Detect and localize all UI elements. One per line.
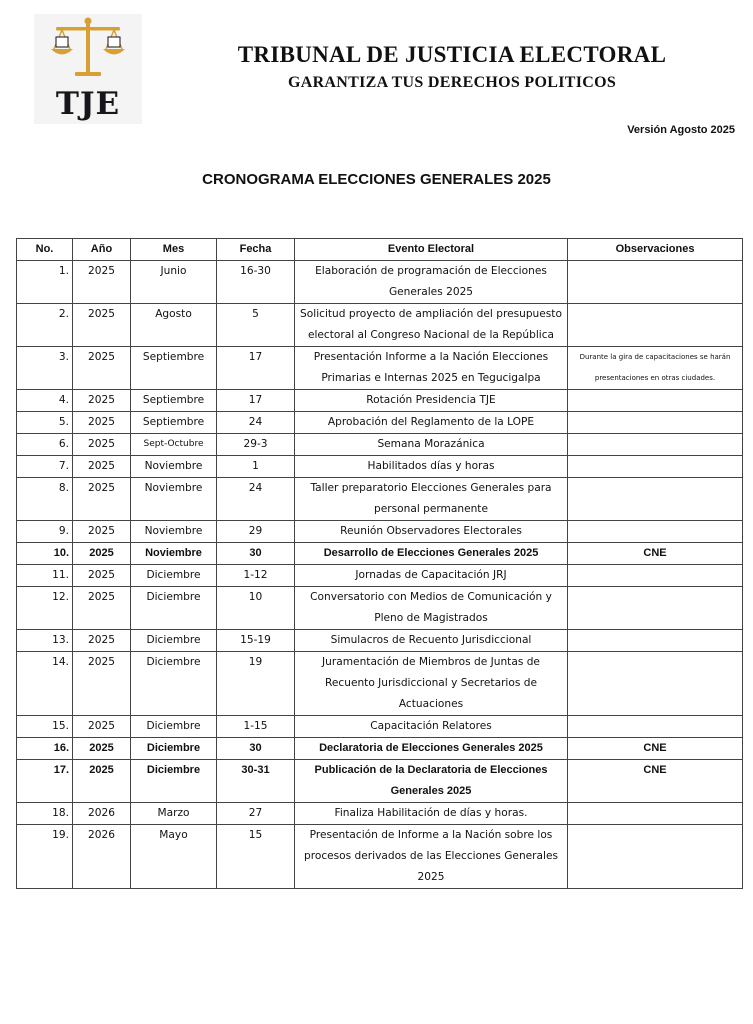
table-row xyxy=(17,412,743,434)
cell-fecha: 19 xyxy=(217,652,295,716)
cell-evento: Elaboración de programación de Elecciones Generales 2025 xyxy=(295,261,568,304)
cell-fecha: 30 xyxy=(217,738,295,760)
cell-no: 2. xyxy=(17,304,73,347)
header-observaciones: Observaciones xyxy=(568,239,743,261)
table-row xyxy=(17,760,743,803)
table-row xyxy=(17,521,743,543)
cell-no: 9. xyxy=(17,521,73,543)
cell-obs: CNE xyxy=(568,738,743,760)
cell-mes: Diciembre xyxy=(131,587,217,630)
table-row xyxy=(17,565,743,587)
institution-subtitle: GARANTIZA TUS DERECHOS POLITICOS xyxy=(287,74,617,91)
cell-mes: Noviembre xyxy=(131,456,217,478)
cell-anio: 2025 xyxy=(73,434,131,456)
cell-mes: Diciembre xyxy=(131,760,217,803)
cell-mes: Sept-Octubre xyxy=(131,434,217,456)
cell-evento: Simulacros de Recuento Jurisdiccional xyxy=(295,630,568,652)
cell-no: 6. xyxy=(17,434,73,456)
cell-fecha: 16-30 xyxy=(217,261,295,304)
cell-evento: Taller preparatorio Elecciones Generales para personal permanente xyxy=(295,478,568,521)
cell-anio: 2025 xyxy=(73,390,131,412)
table-row xyxy=(17,434,743,456)
cell-obs xyxy=(568,803,743,825)
cell-no: 14. xyxy=(17,652,73,716)
cell-evento: Aprobación del Reglamento de la LOPE xyxy=(295,412,568,434)
cell-obs xyxy=(568,478,743,521)
cell-evento: Juramentación de Miembros de Juntas de Recuento Jurisdiccional y Secretarios de Actuaciones xyxy=(295,652,568,716)
scales-of-justice-icon xyxy=(48,16,128,86)
table-row xyxy=(17,652,743,716)
cell-no: 15. xyxy=(17,716,73,738)
cell-no: 7. xyxy=(17,456,73,478)
cell-no: 19. xyxy=(17,825,73,889)
cell-mes: Noviembre xyxy=(131,543,217,565)
cell-no: 8. xyxy=(17,478,73,521)
header-mes: Mes xyxy=(131,239,217,261)
cell-evento: Rotación Presidencia TJE xyxy=(295,390,568,412)
table-row xyxy=(17,543,743,565)
cell-anio: 2025 xyxy=(73,587,131,630)
cell-fecha: 15-19 xyxy=(217,630,295,652)
cell-obs: CNE xyxy=(568,543,743,565)
cell-mes: Septiembre xyxy=(131,390,217,412)
logo-text: TJE xyxy=(55,86,121,122)
cell-evento: Conversatorio con Medios de Comunicación y Pleno de Magistrados xyxy=(295,587,568,630)
cell-fecha: 1-15 xyxy=(217,716,295,738)
cell-anio: 2026 xyxy=(73,803,131,825)
cell-no: 13. xyxy=(17,630,73,652)
cell-mes: Marzo xyxy=(131,803,217,825)
cell-mes: Agosto xyxy=(131,304,217,347)
table-row xyxy=(17,304,743,347)
cell-fecha: 17 xyxy=(217,347,295,390)
cell-obs xyxy=(568,456,743,478)
cell-anio: 2025 xyxy=(73,347,131,390)
cell-no: 16. xyxy=(17,738,73,760)
table-row xyxy=(17,738,743,760)
cell-anio: 2025 xyxy=(73,261,131,304)
cell-obs xyxy=(568,630,743,652)
header-fecha: Fecha xyxy=(217,239,295,261)
cell-obs xyxy=(568,565,743,587)
cell-evento: Finaliza Habilitación de días y horas. xyxy=(295,803,568,825)
cell-anio: 2025 xyxy=(73,521,131,543)
table-row xyxy=(17,587,743,630)
table-row xyxy=(17,803,743,825)
cell-mes: Septiembre xyxy=(131,347,217,390)
cell-fecha: 30-31 xyxy=(217,760,295,803)
cell-mes: Diciembre xyxy=(131,630,217,652)
cell-obs xyxy=(568,587,743,630)
document-title: CRONOGRAMA ELECCIONES GENERALES 2025 xyxy=(202,171,551,188)
table-header-row xyxy=(17,239,743,261)
cell-evento: Solicitud proyecto de ampliación del presupuesto electoral al Congreso Nacional de la República xyxy=(295,304,568,347)
cell-no: 4. xyxy=(17,390,73,412)
cell-evento: Publicación de la Declaratoria de Elecciones Generales 2025 xyxy=(295,760,568,803)
cell-fecha: 10 xyxy=(217,587,295,630)
cell-obs xyxy=(568,304,743,347)
cell-mes: Noviembre xyxy=(131,478,217,521)
cell-mes: Diciembre xyxy=(131,652,217,716)
cell-fecha: 1-12 xyxy=(217,565,295,587)
version-label: Versión Agosto 2025 xyxy=(627,124,735,136)
cell-evento: Habilitados días y horas xyxy=(295,456,568,478)
cell-fecha: 1 xyxy=(217,456,295,478)
table-row xyxy=(17,825,743,889)
cell-fecha: 24 xyxy=(217,412,295,434)
cell-mes: Noviembre xyxy=(131,521,217,543)
cell-mes: Mayo xyxy=(131,825,217,889)
cell-mes: Junio xyxy=(131,261,217,304)
cell-obs xyxy=(568,261,743,304)
cell-evento: Declaratoria de Elecciones Generales 2025 xyxy=(295,738,568,760)
table-row xyxy=(17,630,743,652)
cell-anio: 2025 xyxy=(73,760,131,803)
cell-no: 1. xyxy=(17,261,73,304)
table-row xyxy=(17,347,743,390)
cell-anio: 2025 xyxy=(73,565,131,587)
table-row xyxy=(17,456,743,478)
cell-anio: 2025 xyxy=(73,543,131,565)
tje-logo xyxy=(34,14,142,124)
cell-anio: 2025 xyxy=(73,630,131,652)
cell-obs xyxy=(568,716,743,738)
cell-obs: Durante la gira de capacitaciones se harán presentaciones en otras ciudades. xyxy=(568,347,743,390)
cell-no: 11. xyxy=(17,565,73,587)
cell-anio: 2026 xyxy=(73,825,131,889)
table-row xyxy=(17,390,743,412)
cell-fecha: 15 xyxy=(217,825,295,889)
institution-title: TRIBUNAL DE JUSTICIA ELECTORAL xyxy=(237,42,667,67)
cell-no: 5. xyxy=(17,412,73,434)
cell-anio: 2025 xyxy=(73,652,131,716)
header-no: No. xyxy=(17,239,73,261)
cell-fecha: 5 xyxy=(217,304,295,347)
table-row xyxy=(17,478,743,521)
cell-no: 18. xyxy=(17,803,73,825)
cell-anio: 2025 xyxy=(73,738,131,760)
table-row xyxy=(17,716,743,738)
header-anio: Año xyxy=(73,239,131,261)
cell-mes: Diciembre xyxy=(131,716,217,738)
cell-evento: Capacitación Relatores xyxy=(295,716,568,738)
cell-evento: Jornadas de Capacitación JRJ xyxy=(295,565,568,587)
cell-fecha: 30 xyxy=(217,543,295,565)
header-evento: Evento Electoral xyxy=(295,239,568,261)
cell-no: 10. xyxy=(17,543,73,565)
table-row xyxy=(17,261,743,304)
cell-fecha: 24 xyxy=(217,478,295,521)
cell-mes: Diciembre xyxy=(131,565,217,587)
cell-obs xyxy=(568,652,743,716)
cell-evento: Presentación Informe a la Nación Elecciones Primarias e Internas 2025 en Tegucigalpa xyxy=(295,347,568,390)
cell-obs xyxy=(568,412,743,434)
cell-fecha: 29 xyxy=(217,521,295,543)
cell-anio: 2025 xyxy=(73,716,131,738)
cell-obs xyxy=(568,434,743,456)
cell-no: 12. xyxy=(17,587,73,630)
cell-obs xyxy=(568,825,743,889)
cell-anio: 2025 xyxy=(73,412,131,434)
cell-obs: CNE xyxy=(568,760,743,803)
cell-evento: Desarrollo de Elecciones Generales 2025 xyxy=(295,543,568,565)
cell-mes: Septiembre xyxy=(131,412,217,434)
cell-fecha: 27 xyxy=(217,803,295,825)
cell-no: 3. xyxy=(17,347,73,390)
cell-no: 17. xyxy=(17,760,73,803)
cell-anio: 2025 xyxy=(73,456,131,478)
cell-mes: Diciembre xyxy=(131,738,217,760)
cell-anio: 2025 xyxy=(73,304,131,347)
cell-evento: Reunión Observadores Electorales xyxy=(295,521,568,543)
cell-evento: Presentación de Informe a la Nación sobre los procesos derivados de las Elecciones Generales 2025 xyxy=(295,825,568,889)
cell-obs xyxy=(568,390,743,412)
schedule-table xyxy=(16,238,743,889)
cell-obs xyxy=(568,521,743,543)
cell-fecha: 29-3 xyxy=(217,434,295,456)
cell-evento: Semana Morazánica xyxy=(295,434,568,456)
cell-anio: 2025 xyxy=(73,478,131,521)
cell-fecha: 17 xyxy=(217,390,295,412)
